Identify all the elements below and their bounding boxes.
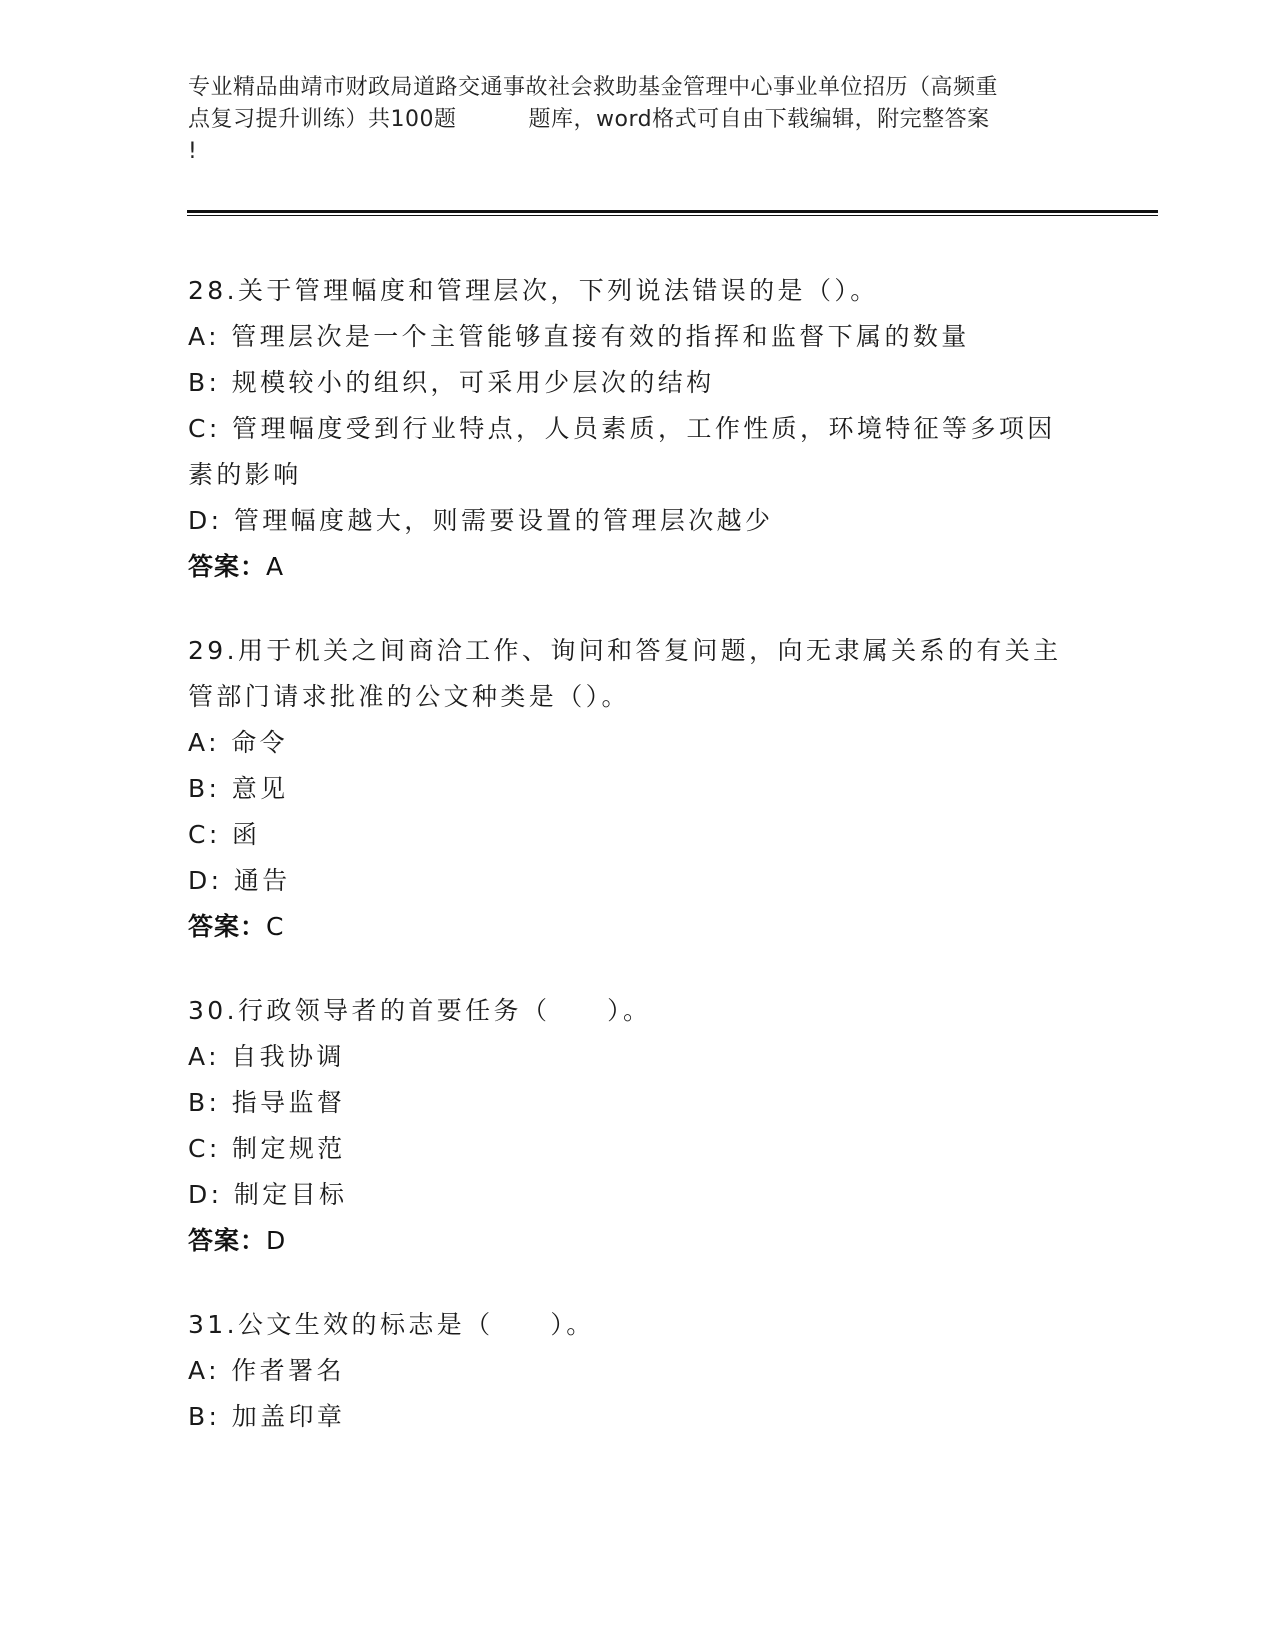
option-text: 制定目标 [233, 1180, 348, 1209]
answer-label: 答案： [188, 1226, 267, 1255]
option-line [188, 1034, 1088, 1080]
option-line [188, 1172, 1088, 1218]
option-text: 制定规范 [232, 1134, 346, 1163]
question-block [188, 988, 1088, 1264]
option-letter: C: [188, 414, 221, 443]
option-line [188, 452, 1088, 498]
option-line [188, 1348, 1088, 1394]
option-text: 作者署名 [231, 1356, 345, 1385]
option-line [188, 406, 1088, 452]
question-stem: 30.行政领导者的首要任务（ ）。 [188, 996, 652, 1025]
question-stem: 28.关于管理幅度和管理层次，下列说法错误的是（）。 [188, 276, 879, 305]
header-divider-thick [187, 210, 1158, 213]
answer-value: A [266, 552, 285, 581]
answer-value: D [266, 1226, 287, 1255]
option-text: 通告 [233, 866, 291, 895]
option-line [188, 812, 1088, 858]
option-text: 意见 [231, 774, 289, 803]
question-block [188, 1302, 1088, 1440]
header-line-2 [188, 104, 1088, 136]
option-line [188, 720, 1088, 766]
option-text: 规模较小的组织，可采用少层次的结构 [231, 368, 715, 397]
option-text: 管理幅度受到行业特点，人员素质，工作性质，环境特征等多项因 [232, 414, 1056, 443]
answer-line [188, 544, 1088, 590]
option-text: 函 [232, 820, 261, 849]
option-text: 指导监督 [231, 1088, 346, 1117]
header-line-2-part-a: 点复习提升训练）共100题 [188, 107, 457, 132]
option-letter: B: [188, 1402, 221, 1431]
option-line [188, 314, 1088, 360]
option-letter: A: [188, 728, 220, 757]
answer-line [188, 1218, 1088, 1264]
answer-label: 答案： [188, 552, 267, 581]
option-text: 加盖印章 [231, 1402, 346, 1431]
option-line [188, 1394, 1088, 1440]
question-list [188, 268, 1088, 1478]
option-text: 管理幅度越大，则需要设置的管理层次越少 [233, 506, 774, 535]
option-line [188, 1080, 1088, 1126]
header-divider-thin [187, 215, 1158, 216]
option-letter: B: [188, 774, 221, 803]
option-text: 自我协调 [231, 1042, 345, 1071]
option-line [188, 766, 1088, 812]
option-letter: A: [188, 322, 220, 351]
option-letter: C: [188, 820, 221, 849]
answer-value: C [266, 912, 285, 941]
option-text: 命令 [231, 728, 289, 757]
answer-line [188, 904, 1088, 950]
question-block [188, 628, 1088, 950]
header-line-2-part-b: 题库，word格式可自由下载编辑，附完整答案 [528, 107, 990, 132]
option-letter: D: [188, 506, 223, 535]
option-letter: A: [188, 1356, 220, 1385]
option-letter: D: [188, 866, 223, 895]
document-header [188, 72, 1088, 168]
header-line-1: 专业精品曲靖市财政局道路交通事故社会救助基金管理中心事业单位招历（高频重 [188, 75, 999, 100]
question-block [188, 268, 1088, 590]
question-stem: 管部门请求批准的公文种类是（）。 [188, 682, 630, 711]
option-letter: C: [188, 1134, 221, 1163]
option-line [188, 858, 1088, 904]
option-text: 管理层次是一个主管能够直接有效的指挥和监督下属的数量 [231, 322, 970, 351]
header-line-3: ! [188, 139, 198, 164]
question-stem: 29.用于机关之间商洽工作、询问和答复问题，向无隶属关系的有关主 [188, 636, 1062, 665]
option-line [188, 1126, 1088, 1172]
option-line [188, 360, 1088, 406]
option-letter: B: [188, 368, 221, 397]
question-stem: 31.公文生效的标志是（ ）。 [188, 1310, 595, 1339]
option-letter: D: [188, 1180, 223, 1209]
option-line [188, 498, 1088, 544]
answer-label: 答案： [188, 912, 267, 941]
option-letter: A: [188, 1042, 220, 1071]
option-letter: B: [188, 1088, 221, 1117]
option-text: 素的影响 [188, 460, 302, 489]
